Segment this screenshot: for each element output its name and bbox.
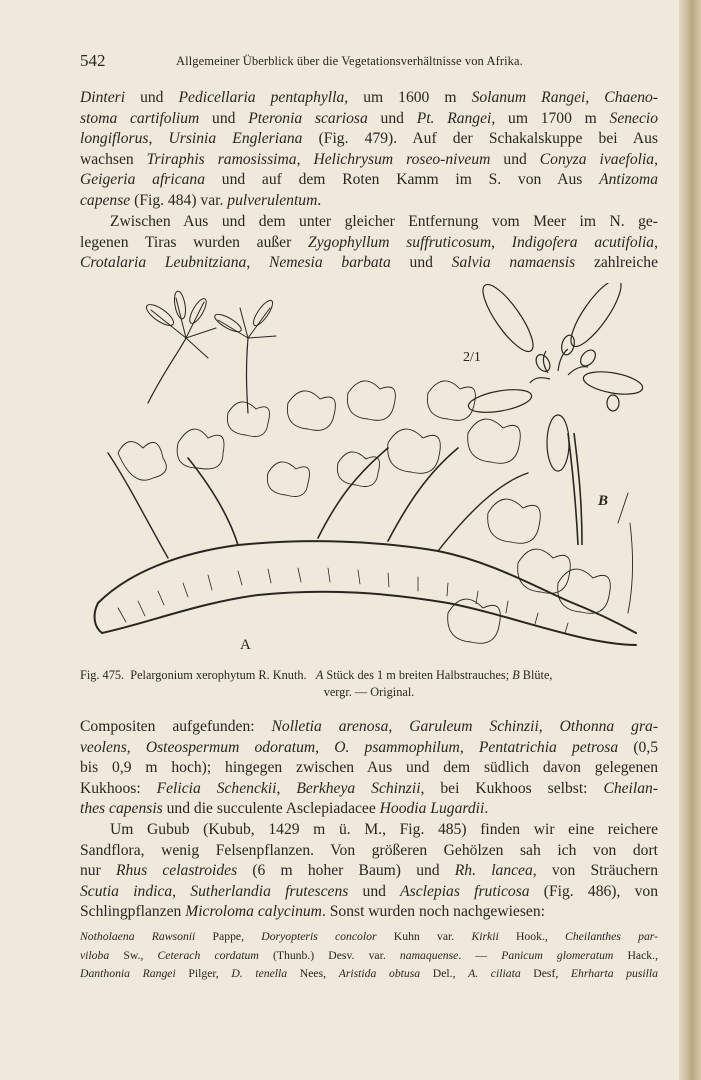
text-line: bis 0,9 m hoch); hingegen zwischen Aus und dem südlich davon gelegenen [80, 759, 658, 777]
paragraph-3 [80, 717, 658, 820]
text-line: thes capensis und die succulente Asclepiadacee Hoodia Lugardii. [80, 800, 489, 818]
figure-scale-label: 2/1 [463, 350, 481, 365]
text-line: Zwischen Aus und dem unter gleicher Entfernung vom Meer im N. ge- [110, 213, 658, 230]
text-line: Compositen aufgefunden: Nolletia arenosa, Garuleum Schinzii, Othonna gra- [80, 718, 659, 735]
text-line: Geigeria africana und auf dem Roten Kamm im S. von Aus Antizoma [80, 171, 659, 189]
botanical-illustration [88, 283, 658, 659]
figure-label-b: B [598, 493, 609, 509]
text-line: Notholaena Rawsonii Pappe, Doryopteris concolor Kuhn var. Kirkii Hook., Cheilanthes par- [80, 930, 659, 943]
paragraph-4 [80, 820, 658, 923]
caption-line: vergr. — Original. [323, 685, 415, 699]
text-line: Scutia indica, Sutherlandia frutescens und Asclepias fruticosa (Fig. 486), von [80, 882, 658, 900]
text-line: capense (Fig. 484) var. pulverulentum. [80, 191, 322, 209]
species-list-footnote [80, 928, 658, 984]
text-line: Crotalaria Leubnitziana, Nemesia barbata und Salvia namaensis zahlreiche [80, 254, 659, 272]
text-line: Danthonia Rangei Pilger, D. tenella Nees, Aristida obtusa Del., A. ciliata Desf, Ehrharta pusilla [80, 967, 658, 981]
text-line: wachsen Triraphis ramosissima, Helichrysum roseo-niveum und Conyza ivaefolia, [80, 150, 658, 168]
text-line: viloba Sw., Ceterach cordatum (Thunb.) Desv. var. namaquense. — Panicum glomeratum Hack., [80, 948, 658, 962]
plant-drawing-a [95, 290, 636, 645]
figure-caption [80, 667, 658, 701]
text-line: nur Rhus celastroides (6 m hoher Baum) und Rh. lancea, von Sträuchern [80, 862, 658, 880]
running-title: Allgemeiner Überblick über die Vegetationsverhältnisse von Afrika. [176, 54, 523, 68]
text-line: Dinteri und Pedicellaria pentaphylla, um 1600 m Solanum Rangei, Chaeno- [80, 89, 658, 106]
page-header [80, 51, 668, 73]
paragraph-2 [80, 212, 658, 274]
page-binding-edge [679, 0, 701, 1080]
text-line: legenen Tiras wurden außer Zygophyllum suffruticosum, Indigofera acutifolia, [80, 233, 659, 251]
paragraph-1 [80, 88, 658, 212]
text-line: longiflorus, Ursinia Engleriana (Fig. 479). Auf der Schakalskuppe bei Aus [80, 130, 658, 148]
caption-line: Fig. 475. Pelargonium xerophytum R. Knuth. A Stück des 1 m breiten Halbstrauches; B Blüte, [80, 668, 553, 682]
text-line: veolens, Osteospermum odoratum, O. psammophilum, Pentatrichia petrosa (0,5 [80, 738, 659, 756]
text-line: Um Gubub (Kubub, 1429 m ü. M., Fig. 485) finden wir eine reichere [110, 821, 658, 838]
text-line: Sandflora, wenig Felsenpflanzen. Von größeren Gehölzen sah ich von dort [80, 841, 658, 859]
text-line: Schlingpflanzen Microloma calycinum. Sonst wurden noch nachgewiesen: [80, 903, 545, 921]
page-number: 542 [80, 51, 106, 70]
text-line: stoma cartifolium und Pteronia scariosa und Pt. Rangei, um 1700 m Senecio [80, 109, 659, 127]
figure-label-a: A [240, 637, 251, 653]
text-line: Kukhoos: Felicia Schenckii, Berkheya Schinzii, bei Kukhoos selbst: Cheilan- [80, 779, 659, 797]
